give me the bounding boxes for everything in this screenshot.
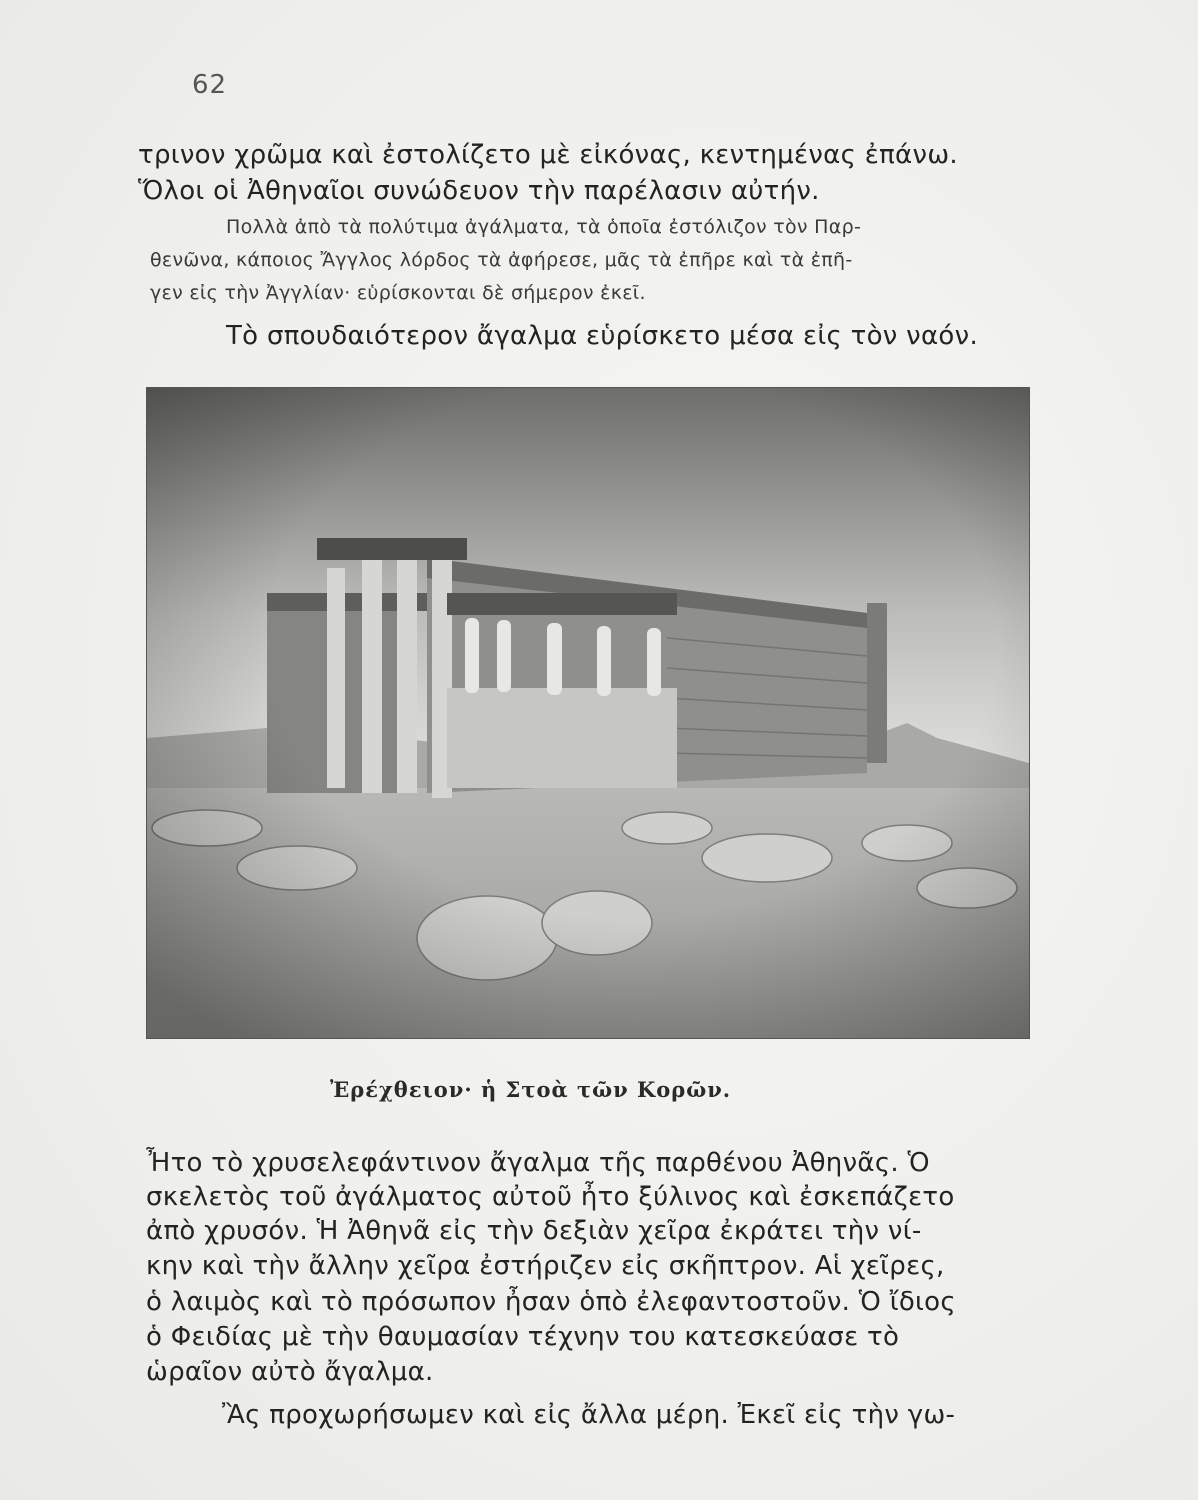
erechtheion-photo [146,387,1030,1039]
body-line-4: κην καὶ τὴν ἄλλην χεῖρα ἐστήριζεν εἰς σκῆπτρον. Αἱ χεῖρες, [146,1251,945,1281]
body-line-3: ἀπὸ χρυσόν. Ἡ Ἀθηνᾶ εἰς τὴν δεξιὰν χεῖρα ἐκράτει τὴν νί- [146,1216,922,1246]
page-number: 62 [192,70,228,100]
lead-line: Τὸ σπουδαιότερον ἄγαλμα εὑρίσκετο μέσα εἰς τὸν ναόν. [226,321,979,351]
body-line-5: ὁ λαιμὸς καὶ τὸ πρόσωπον ἦσαν ὁπὸ ἐλεφαντοστοῦν. Ὁ ἴδιος [146,1287,956,1317]
body-line-7: ὡραῖον αὐτὸ ἄγαλμα. [146,1357,434,1387]
body-line-6: ὁ Φειδίας μὲ τὴν θαυμασίαν τέχνην του κατεσκεύασε τὸ [146,1322,900,1352]
body-line-1: Ἦτο τὸ χρυσελεφάντινον ἄγαλμα τῆς παρθένου Ἀθηνᾶς. Ὁ [146,1148,930,1178]
body-line-2: σκελετὸς τοῦ ἀγάλματος αὐτοῦ ἦτο ξύλινος καὶ ἐσκεπάζετο [146,1182,955,1212]
photo-caption: Ἐρέχθειον· ἡ Στοὰ τῶν Κορῶν. [330,1077,732,1102]
footnote-line-2: θενῶνα, κάποιος Ἄγγλος λόρδος τὰ ἀφήρεσε, μᾶς τὰ ἐπῆρε καὶ τὰ ἐπῆ- [150,249,853,271]
footnote-line-1: Πολλὰ ἀπὸ τὰ πολύτιμα ἀγάλματα, τὰ ὁποῖα ἐστόλιζον τὸν Παρ- [226,216,862,238]
text-line-1: τρινον χρῶμα καὶ ἐστολίζετο μὲ εἰκόνας, κεντημένας ἐπάνω. [138,140,958,170]
body-line-8: Ἂς προχωρήσωμεν καὶ εἰς ἄλλα μέρη. Ἐκεῖ εἰς τὴν γω- [222,1400,956,1430]
footnote-line-3: γεν εἰς τὴν Ἀγγλίαν· εὑρίσκονται δὲ σήμερον ἐκεῖ. [150,282,646,304]
text-line-2: Ὅλοι οἱ Ἀθηναῖοι συνώδευον τὴν παρέλασιν αὐτήν. [138,176,820,206]
erechtheion-illustration [147,388,1029,1038]
